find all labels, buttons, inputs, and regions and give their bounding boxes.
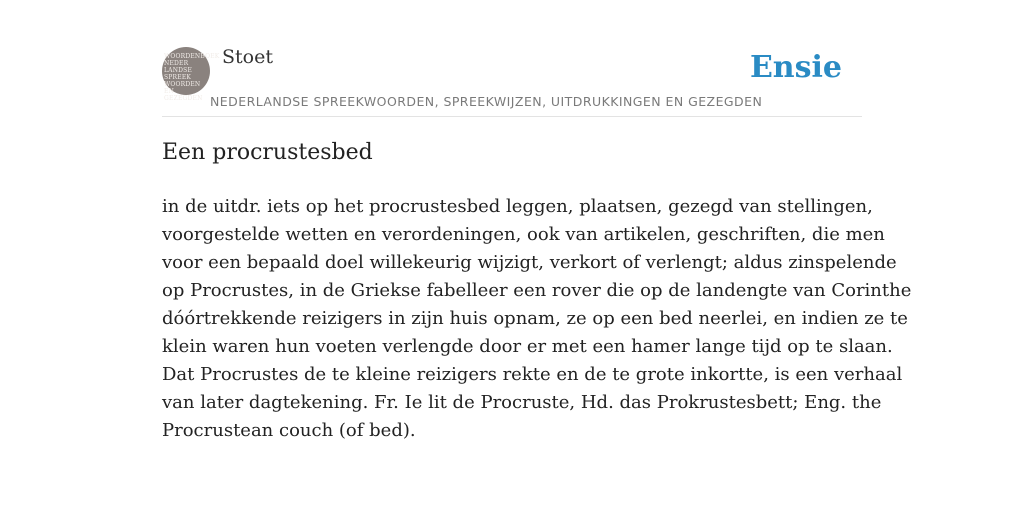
entry-body-line: voor een bepaald doel willekeurig wijzigt, verkort of verlengt; aldus zinspelende (162, 252, 897, 273)
entry-body-line: van later dagtekening. Fr. Ie lit de Procruste, Hd. das Prokrustesbett; Eng. the (162, 392, 882, 413)
entry-title: Een procrustesbed (162, 140, 373, 165)
entry-body-line: op Procrustes, in de Griekse fabelleer een rover die op de landengte van Corinthe (162, 280, 912, 301)
author-name[interactable]: Stoet (222, 46, 273, 68)
source-title[interactable]: NEDERLANDSE SPREEKWOORDEN, SPREEKWIJZEN, UITDRUKKINGEN EN GEZEGDEN (210, 94, 763, 109)
entry-body-line: Procrustean couch (of bed). (162, 420, 416, 441)
entry-body (162, 193, 912, 445)
entry-body-line: klein waren hun voeten verlengde door er met een hamer lange tijd op te slaan. (162, 336, 893, 357)
avatar-book-cover-text: WOORDENBOEK NEDER LANDSE SPREEK WOORDEN EN GEZEGDEN (164, 53, 220, 102)
ensie-logo[interactable]: Ensie (749, 50, 842, 85)
avatar[interactable] (162, 47, 220, 102)
entry-body-line: dóórtrekkende reizigers in zijn huis opnam, ze op een bed neerlei, en indien ze te (162, 308, 908, 329)
entry-body-line: in de uitdr. iets op het procrustesbed leggen, plaatsen, gezegd van stellingen, (162, 196, 873, 217)
header (162, 40, 862, 117)
entry-body-line: voorgestelde wetten en verordeningen, ook van artikelen, geschriften, die men (162, 224, 885, 245)
entry-body-line: Dat Procrustes de te kleine reizigers rekte en de te grote inkortte, is een verhaal (162, 364, 903, 385)
